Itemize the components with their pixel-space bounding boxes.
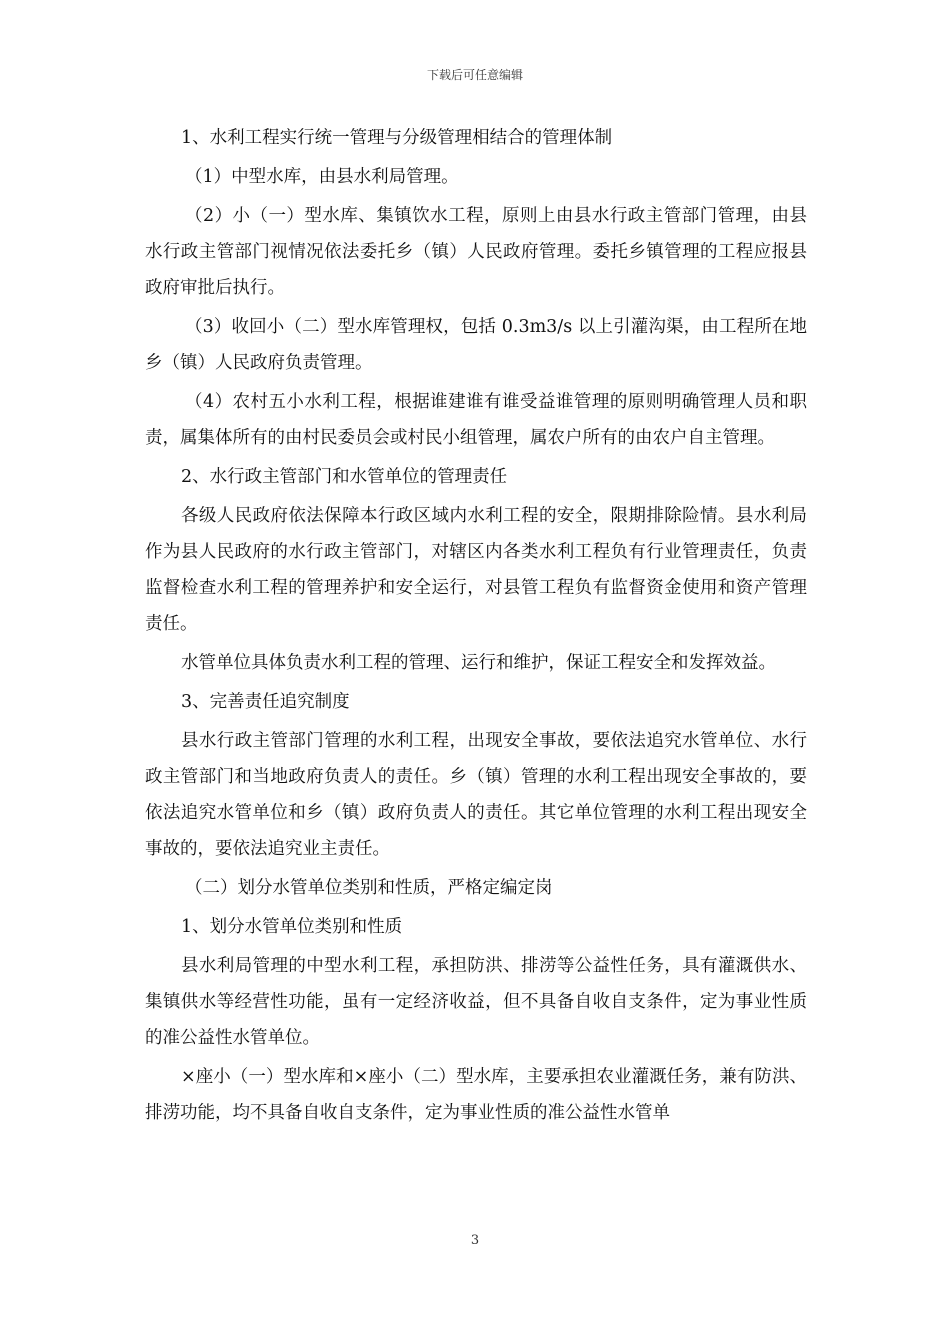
- section-heading: 2、水行政主管部门和水管单位的管理责任: [181, 467, 508, 487]
- list-item: （2）小（一）型水库、集镇饮水工程，原则上由县水行政主管部门管理，由县水行政主管部门视情况依法委托乡（镇）人民政府管理。委托乡镇管理的工程应报县政府审批后执行。: [145, 206, 807, 298]
- list-item: （1）中型水库，由县水利局管理。: [185, 167, 459, 187]
- body-paragraph: ×座小（一）型水库和×座小（二）型水库，主要承担农业灌溉任务，兼有防洪、排涝功能，均不具备自收自支条件，定为事业性质的准公益性水管单: [145, 1067, 807, 1123]
- page-number: 3: [470, 1233, 480, 1248]
- section-heading: （二）划分水管单位类别和性质，严格定编定岗: [185, 878, 553, 898]
- body-paragraph: 各级人民政府依法保障本行政区域内水利工程的安全，限期排除险情。县水利局作为县人民政府的水行政主管部门，对辖区内各类水利工程负有行业管理责任，负责监督检查水利工程的管理养护和安全运行，对县管工程负有监督资金使用和资产管理责任。: [145, 506, 807, 634]
- body-paragraph: 水管单位具体负责水利工程的管理、运行和维护，保证工程安全和发挥效益。: [181, 653, 776, 673]
- body-paragraph: 县水行政主管部门管理的水利工程，出现安全事故，要依法追究水管单位、水行政主管部门和当地政府负责人的责任。乡（镇）管理的水利工程出现安全事故的，要依法追究水管单位和乡（镇）政府负责人的责任。其它单位管理的水利工程出现安全事故的，要依法追究业主责任。: [145, 731, 807, 859]
- section-heading: 3、完善责任追究制度: [181, 692, 350, 712]
- page-header: 下载后可任意编辑: [426, 68, 523, 82]
- section-heading: 1、划分水管单位类别和性质: [181, 917, 403, 937]
- list-item: （3）收回小（二）型水库管理权，包括 0.3m3/s 以上引灌沟渠，由工程所在地乡（镇）人民政府负责管理。: [145, 317, 807, 373]
- list-item: （4）农村五小水利工程，根据谁建谁有谁受益谁管理的原则明确管理人员和职责，属集体所有的由村民委员会或村民小组管理，属农户所有的由农户自主管理。: [145, 392, 807, 448]
- section-heading: 1、水利工程实行统一管理与分级管理相结合的管理体制: [181, 128, 613, 148]
- document-body: [145, 120, 807, 1134]
- body-paragraph: 县水利局管理的中型水利工程，承担防洪、排涝等公益性任务，具有灌溉供水、集镇供水等经营性功能，虽有一定经济收益，但不具备自收自支条件，定为事业性质的准公益性水管单位。: [145, 956, 807, 1048]
